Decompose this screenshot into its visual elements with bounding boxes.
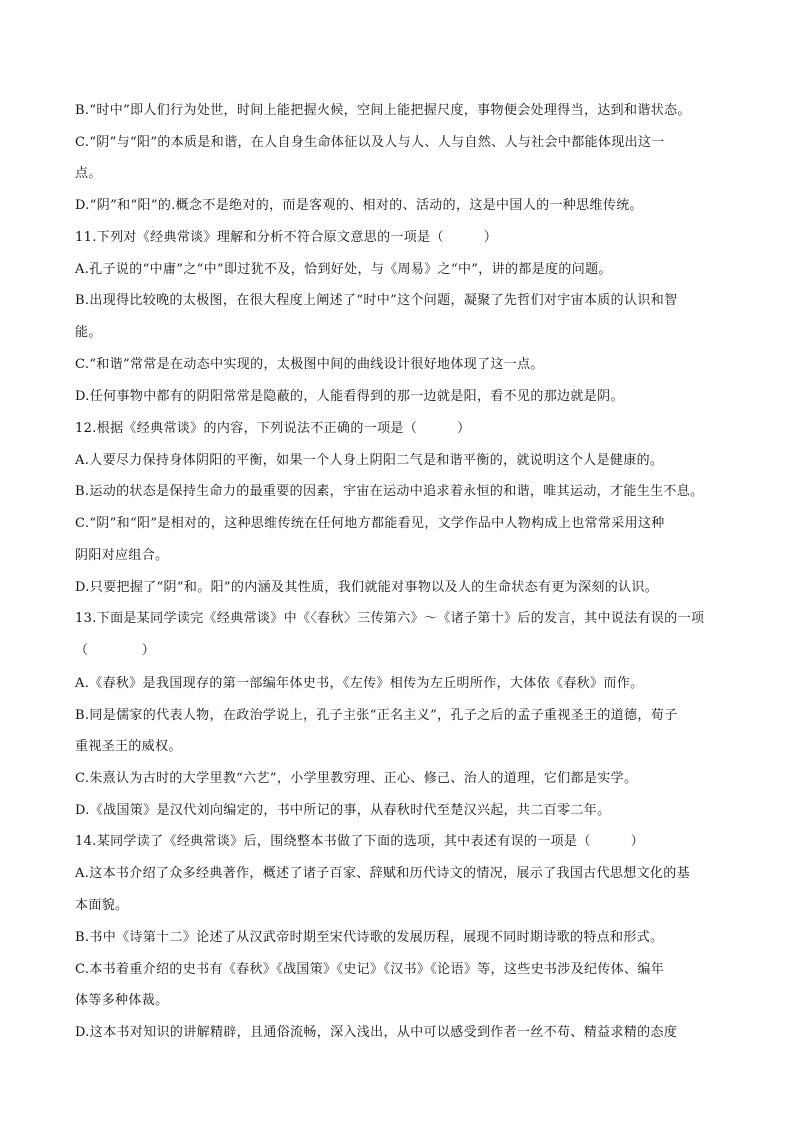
text-line: C.朱熹认为古时的大学里教“六艺”，小学里教穷理、正心、修己、治人的道理，它们都是实学。 [75,771,638,786]
text-line: D.“阴”和“阳”的.概念不是绝对的，而是客观的、相对的、活动的，这是中国人的一种思维传统。 [75,198,643,213]
text-line: C.“阴”和“阳”是相对的，这种思维传统在任何地方都能看见，文学作品中人物构成上也常常采用这种 [75,516,665,531]
text-line: A.孔子说的“中庸”之“中”即过犹不及，恰到好处，与《周易》之“中”，讲的都是度的问题。 [75,262,612,277]
text-line: B.“时中”即人们行为处世，时间上能把握火候，空间上能把握尺度，事物便会处理得当，达到和谐状态。 [75,103,691,118]
text-line: C.“和谐”常常是在动态中实现的，太极图中间的曲线设计很好地体现了这一点。 [75,357,544,372]
text-line: 能。 [75,325,102,340]
question-13-stem: 13.下面是某同学读完《经典常谈》中《〈春秋〉三传第六》～《诸子第十》后的发言，其中说法有误的一项 [75,611,705,626]
text-line: A.人要尽力保持身体阴阳的平衡，如果一个人身上阴阳二气是和谐平衡的，就说明这个人是健康的。 [75,453,664,468]
text-line: 阴阳对应组合。 [75,548,169,563]
text-line: C.“阴”与“阳”的本质是和谐，在人自身生命体征以及人与人、人与自然、人与社会中都能体现出这一 [75,135,665,150]
text-line: A.《春秋》是我国现存的第一部编年体史书，《左传》相传为左丘明所作，大体依《春秋》而作。 [75,676,644,691]
text-line: D.《战国策》是汉代刘向编定的，书中所记的事，从春秋时代至楚汉兴起，共二百零二年。 [75,803,611,818]
text-line: B.出现得比较晚的太极图，在很大程度上阐述了“时中”这个问题，凝聚了先哲们对宇宙本质的认识和智 [75,293,678,308]
text-line: （ ） [75,643,156,658]
question-12-stem: 12.根据《经典常谈》的内容，下列说法不正确的一项是（ ） [75,421,471,436]
text-line: 重视圣王的威权。 [75,739,182,754]
text-line: B.同是儒家的代表人物，在政治学说上，孔子主张“正名主义”，孔子之后的孟子重视圣王的道德，荀子 [75,708,678,723]
text-line: A.这本书介绍了众多经典著作，概述了诸子百家、辞赋和历代诗文的情况，展示了我国古代思想文化的基 [75,866,690,881]
text-line: 本面貌。 [75,898,129,913]
question-11-stem: 11.下列对《经典常谈》理解和分析不符合原文意思的一项是（ ） [75,230,498,245]
text-line: D.这本书对知识的讲解精辟，且通俗流畅，深入浅出，从中可以感受到作者一丝不苟、精益求精的态度 [75,1025,678,1040]
text-line: D.只要把握了“阴”和。阳”的内涵及其性质，我们就能对事物以及人的生命状态有更为深刻的认识。 [75,580,659,595]
text-line: B.书中《诗第十二》论述了从汉武帝时期至宋代诗歌的发展历程，展现不同时期诗歌的特点和形式。 [75,930,664,945]
text-line: D.任何事物中都有的阴阳常常是隐蔽的，人能看得到的那一边就是阳，看不见的那边就是阴。 [75,389,624,404]
text-line: B.运动的状态是保持生命力的最重要的因素，宇宙在运动中追求着永恒的和谐，唯其运动，才能生生不息。 [75,484,704,499]
text-line: 体等多种体裁。 [75,993,169,1008]
text-line: C.本书着重介绍的史书有《春秋》《战国策》《史记》《汉书》《论语》等，这些史书涉及纪传体、编年 [75,962,665,977]
question-14-stem: 14.某同学读了《经典常谈》后，围绕整本书做了下面的选项，其中表述有误的一项是（ ） [75,834,645,849]
text-line: 点。 [75,166,102,181]
